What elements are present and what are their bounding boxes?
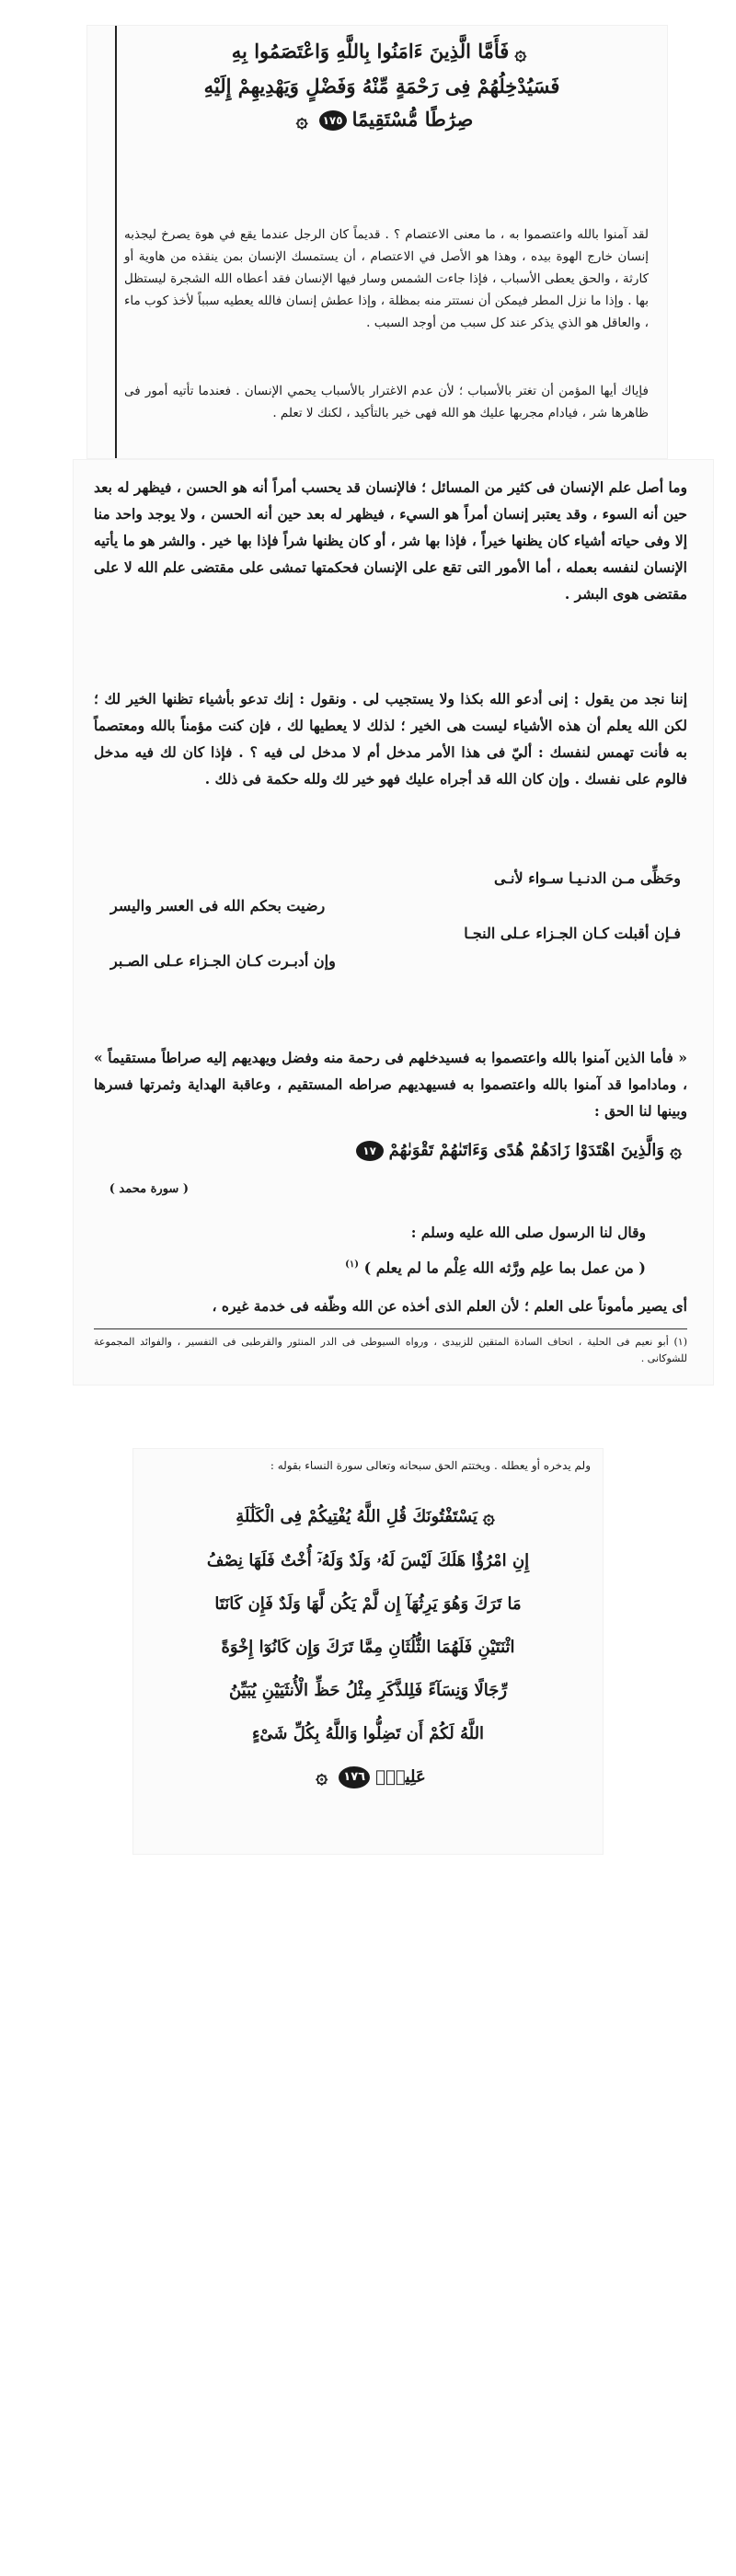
ornament-icon: ۞ [316,1765,328,1788]
ornament-icon: ۞ [482,1504,495,1529]
margin-rule [115,26,117,458]
paragraph: ولم يدخره أو يعطله . ويختتم الحق سبحانه وتعالى سورة النساء بقوله : [270,1459,591,1472]
paragraph: وما أصل علم الإنسان فى كثير من المسائل ؛ فالإنسان قد يحسب أمراً أنه هو الحسن ، فيظهر له بعد حين أنه السوء ، وقد يعتبر إنسان أمراً هو السيء ، فيظهر له بعد حين أنه الحسن ، ولا يوجد واحد منا إلا وفى حياته أشياء كان يظنها خيراً ، فإذا بها شر ، أو كان يظنها شراً فإذا بها خير . والشر هو ما يأتيه الإنسان لنفسه بعمله ، أما الأمور التى تقع على الإنسان فحكمتها تمشى على مقتضى علم الله لا على مقتضى هوى البشر . [94,478,688,603]
verse-line: عَلِيمٌۢ١٧٦۞ [143,1755,593,1800]
paragraph: لقد آمنوا بالله واعتصموا به ، ما معنى الاعتصام ؟ . قديماً كان الرجل عندما يقع في هوة يصرخ ليجذبه إنسان خارج الهوة بيده ، وهذا هو الأصل في الاعتصام ، أن يستمسك الإنسان بمن ينقذه من هاوية أو كارثة ، والحق يعطى الأسباب ، فإذا جاءت الشمس وسار فيها الإنسان فقد أعطاه الله الشجرة ليستظل بها . وإذا ما نزل المطر فيمكن أن نستتر منه بمظلة ، وإذا عطش إنسان فالله يعطيه سبباً لأخذ كوب ماء ، والعاقل هو الذي يذكر عند كل سبب من أوجد السبب . [124,227,649,330]
ornament-icon: ۞ [295,109,308,132]
paragraph: فإياك أيها المؤمن أن تغتر بالأسباب ؛ لأن عدم الاغترار بالأسباب يحمي الإنسان . فعندما تأتيه أمور فى ظاهرها شر ، فيادام مجربها عليك هو الله فهى خير بالتأكيد ، لكنك لا تعلم . [124,384,649,420]
verse-17: ۞وَالَّذِينَ اهْتَدَوْا زَادَهُمْ هُدًى وَءَاتَىٰهُمْ تَقْوَىٰهُمْ١٧ [94,1136,687,1166]
verse-line: رِّجَالًا وَنِسَآءً فَلِلذَّكَرِ مِثْلُ حَظِّ الْأُنثَيَيْنِ يُبَيِّنُ [228,1680,508,1700]
scan-block-middle [74,460,713,1385]
paragraph: إننا نجد من يقول : إنى أدعو الله بكذا ولا يستجيب لى . ونقول : إنك تدعو بأشياء تظنها الخير لك ؛ لكن الله يعلم أن هذه الأشياء ليست هى الخير ؛ لذلك لا يعطيها لك ، فإن كنت مؤمناً بالله ومعتصماً به فأنت تهمس لنفسك : أليّ فى هذا الأمر مدخل أم لا مدخل لى فيه ؟ . فإذا كان لك فيه مدخل فالوم على نفسك . وإن كان الله قد أجراه عليك فهو خير لك ولله حكمة فى ذلك . [94,690,687,788]
verse-line: اللَّهُ لَكُمْ أَن تَضِلُّوا وَاللَّهُ بِكُلِّ شَىْءٍ [251,1723,485,1743]
hadith: ( من عمل بما علِم ورَّثه الله عِلْم ما لم يعلم ) $^{(١)}$ [345,1259,646,1277]
poem-line: رضيت بحكم الله فى العسر واليسر [110,897,326,914]
verse-number-badge: ١٧٥ [319,110,347,131]
verse-176 [143,1495,593,1799]
scan-block-top [87,26,667,458]
verse-number-badge: ١٧٦ [339,1766,370,1788]
verse-line: فَسَيُدْخِلُهُمْ فِى رَحْمَةٍ مِّنْهُ وَفَضْلٍ وَيَهْدِيهِمْ إِلَيْهِ [203,74,560,98]
verse-line: اثْنَتَيْنِ فَلَهُمَا الثُّلُثَانِ مِمَّا تَرَكَ وَإِن كَانُوٓا إِخْوَةً [221,1637,515,1657]
paragraph: « فأما الذين آمنوا بالله واعتصموا به فسيدخلهم فى رحمة منه وفضل ويهديهم إليه صراطاً مستقيماً » ، وماداموا قد آمنوا بالله واعتصموا به فسيهديهم صراطه المستقيم ، وعاقبة الهداية وثمرتها فسرها وبينها لنا الحق : [94,1049,687,1120]
verse-line: ۞يَسْتَفْتُونَكَ قُلِ اللَّهُ يُفْتِيكُمْ فِى الْكَلَٰلَةِ [143,1495,593,1539]
verse-175 [124,35,639,137]
footnote-rule [94,1328,687,1329]
ornament-icon: ۞ [514,40,527,65]
verse-number-badge: ١٧ [356,1141,384,1161]
footnote-marker: (١) [345,1259,360,1270]
verse-line: إِنِ امْرُؤٌا هَلَكَ لَيْسَ لَهُۥ وَلَدٌ وَلَهُۥٓ أُخْتٌ فَلَهَا نِصْفُ [206,1550,530,1570]
ornament-icon: ۞ [670,1139,682,1163]
footnote: (١) أبو نعيم فى الحلية ، اتحاف السادة المتقين للزبيدى ، ورواه السيوطى فى الدر المنثور والقرطبى فى التفسير ، والفوائد المجموعة للشوكانى . [94,1336,687,1364]
poem-line: فـإن أقبلت كـان الجـزاء عـلى النجـا [464,925,681,942]
verse-line: ۞فَأَمَّا الَّذِينَ ءَامَنُوا بِاللَّهِ وَاعْتَصَمُوا بِهِ [124,35,639,70]
poem-line: وإن أدبـرت كـان الجـزاء عـلى الصـبر [110,952,336,970]
paragraph: وقال لنا الرسول صلى الله عليه وسلم : [410,1224,646,1241]
paragraph: أى يصير مأموناً على العلم ؛ لأن العلم الذى أخذه عن الله وظّفه فى خدمة غيره ، [212,1297,687,1315]
verse-line: مَا تَرَكَ وَهُوَ يَرِثُهَآ إِن لَّمْ يَكُن لَّهَا وَلَدٌ فَإِن كَانَتَا [214,1593,522,1614]
scan-block-bottom [133,1449,603,1854]
poem [110,865,681,975]
surah-reference: ( سورة محمد ) [109,1182,189,1196]
poem-line: وحَظِّى مـن الدنـيـا سـواء لأنـى [494,869,681,887]
verse-line: صِرَٰطًا مُّسْتَقِيمًا١٧٥۞ [124,103,639,138]
